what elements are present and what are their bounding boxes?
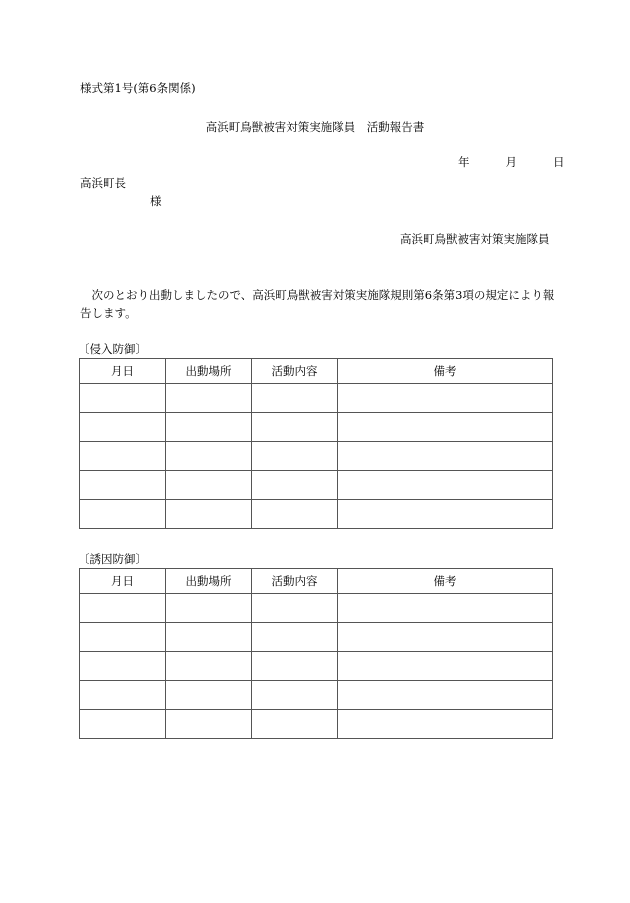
location-cell[interactable] [166,594,252,623]
date-cell[interactable] [80,623,166,652]
remarks-cell[interactable] [338,652,553,681]
location-cell[interactable] [166,710,252,739]
table-header-row [80,569,553,594]
table-row [80,500,553,529]
section-title-intrusion: 〔侵入防御〕 [78,342,147,356]
remarks-cell[interactable] [338,594,553,623]
addressee: 高浜町長 [80,176,126,190]
honorific: 様 [150,194,162,208]
remarks-cell[interactable] [338,413,553,442]
table-row [80,710,553,739]
remarks-cell[interactable] [338,710,553,739]
activity-cell[interactable] [252,471,338,500]
table-row [80,623,553,652]
remarks-cell[interactable] [338,442,553,471]
table-row [80,471,553,500]
body-text: 次のとおり出動しましたので、高浜町鳥獣被害対策実施隊規則第6条第3項の規定により報告します。 [80,288,555,320]
column-header-date: 月日 [80,359,166,384]
activity-cell[interactable] [252,594,338,623]
table-row [80,594,553,623]
remarks-cell[interactable] [338,384,553,413]
remarks-cell[interactable] [338,471,553,500]
date-cell[interactable] [80,442,166,471]
column-header-activity: 活動内容 [252,569,338,594]
document-title: 高浜町鳥獣被害対策実施隊員 活動報告書 [205,120,425,134]
inducement-table [79,568,553,739]
table-header-row [80,359,553,384]
column-header-remarks: 備考 [338,569,553,594]
column-header-location: 出動場所 [166,569,252,594]
intrusion-table [79,358,553,529]
location-cell[interactable] [166,413,252,442]
activity-cell[interactable] [252,623,338,652]
remarks-cell[interactable] [338,623,553,652]
form-number: 様式第1号(第6条関係) [80,81,196,95]
activity-cell[interactable] [252,442,338,471]
activity-cell[interactable] [252,500,338,529]
table-row [80,413,553,442]
column-header-activity: 活動内容 [252,359,338,384]
location-cell[interactable] [166,500,252,529]
date-cell[interactable] [80,681,166,710]
date-cell[interactable] [80,594,166,623]
activity-cell[interactable] [252,681,338,710]
location-cell[interactable] [166,471,252,500]
location-cell[interactable] [166,384,252,413]
date-cell[interactable] [80,471,166,500]
location-cell[interactable] [166,623,252,652]
date-month-label: 月 [505,155,517,169]
column-header-date: 月日 [80,569,166,594]
activity-cell[interactable] [252,413,338,442]
location-cell[interactable] [166,442,252,471]
table-row [80,652,553,681]
date-year-label: 年 [458,155,470,169]
activity-cell[interactable] [252,710,338,739]
date-line [458,154,565,170]
remarks-cell[interactable] [338,500,553,529]
section-title-inducement: 〔誘因防御〕 [78,552,147,566]
location-cell[interactable] [166,652,252,681]
reporter: 高浜町鳥獣被害対策実施隊員 [400,232,550,246]
date-day-label: 日 [553,155,565,169]
activity-cell[interactable] [252,652,338,681]
remarks-cell[interactable] [338,681,553,710]
column-header-location: 出動場所 [166,359,252,384]
date-cell[interactable] [80,710,166,739]
date-cell[interactable] [80,652,166,681]
date-cell[interactable] [80,413,166,442]
table-row [80,681,553,710]
date-cell[interactable] [80,500,166,529]
column-header-remarks: 備考 [338,359,553,384]
activity-cell[interactable] [252,384,338,413]
location-cell[interactable] [166,681,252,710]
date-cell[interactable] [80,384,166,413]
table-row [80,384,553,413]
table-row [80,442,553,471]
